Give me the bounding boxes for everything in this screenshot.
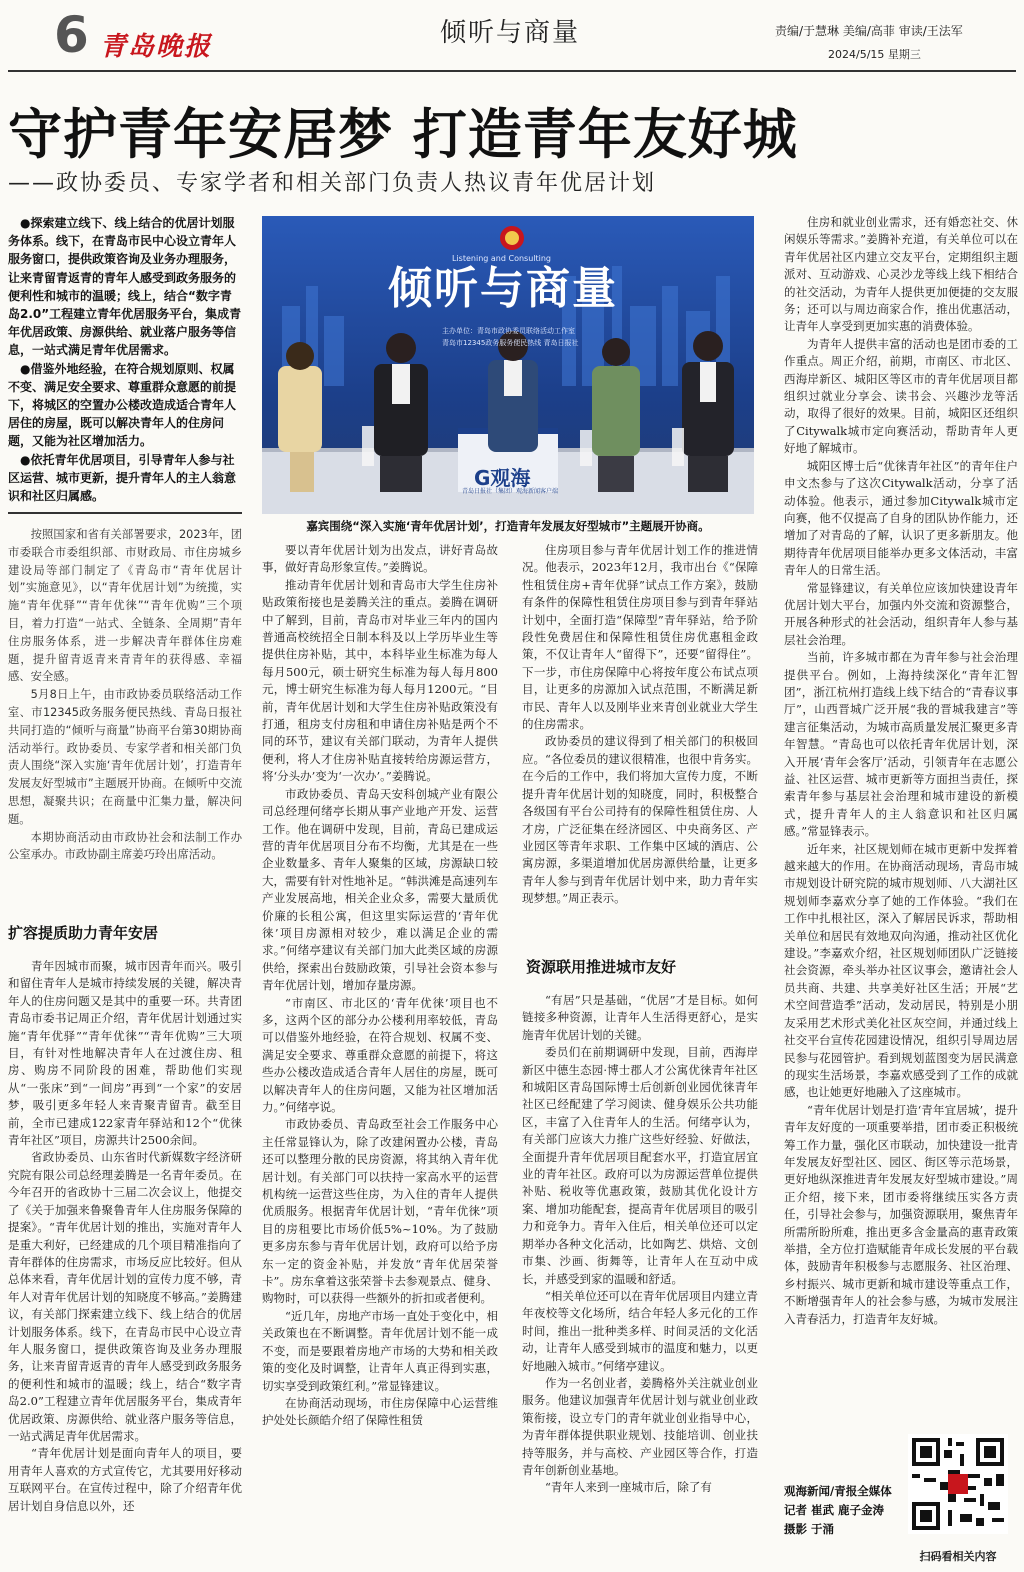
byline: 观海新闻/青报全媒体 记者 崔武 鹿子金涛 摄影 于涌 xyxy=(784,1484,892,1536)
column-3-bottom xyxy=(522,992,758,1566)
paragraph: 青年因城市而聚，城市因青年而兴。吸引和留住青年人是城市持续发展的关键，解决青年人的住房问题又是其中的重要一环。共青团青岛市委书记周正介绍，青年优居计划通过实施“青年优驿”“青年优徕”“青年优购”三大项目，有针对性地解决青年人在过渡住房、租房、购房不同阶段的困难，帮助他们实现从“一张床”到“一间房”再到“一个家”的安居梦，吸引更多年轻人来青聚青留青。截至目前，全市已建成122家青年驿站和12个“优徕青年社区”项目，房源共计2500余间。 xyxy=(8,959,242,1148)
paragraph: 当前，许多城市都在为青年参与社会治理提供平台。例如，上海持续深化“青年汇智团”，浙江杭州打造线上线下结合的“青春议事厅”，山西晋城广泛开展“我的晋城我建言”等建言征集活动，为城市高质量发展汇聚更多青年智慧。“青岛也可以依托青年优居计划，深入开展‘青年会客厅’活动，引领青年在志愿公益、社区运营、城市更新等方面担当责任，探索青年参与基层社会治理和城市建设的新模式，提升青年人的主人翁意识和社区归属感。”常显锋表示。 xyxy=(784,650,1018,839)
intro-text xyxy=(8,526,242,906)
paragraph: 委员们在前期调研中发现，目前，西海岸新区中德生态园·博士郡人才公寓优徕青年社区和城阳区青岛国际博士后创新创业园优徕青年社区已经配建了学习阅读、健身娱乐公共功能区，丰富了入住青年人的生活。何绪亭认为，有关部门应该大力推广这些好经验、好做法，全面提升青年优居项目配套水平，打造宜居宜业的青年社区。政府可以为房源运营单位提供补贴、税收等优惠政策，鼓励其优化设计方案、增加功能配套，提高青年优居项目的吸引力和竞争力。青年入住后，相关单位还可以定期举办各种文化活动，比如陶艺、烘焙、文创市集、沙画、街舞等，让青年人在互动中成长，并感受到家的温暖和舒适。 xyxy=(522,1045,758,1286)
podium-logo: G观海 xyxy=(474,466,531,490)
paragraph: “有居”只是基础，“优居”才是目标。如何链接多种资源，让青年人生活得更舒心，是实施青年优居计划的关键。 xyxy=(522,993,758,1042)
paragraph: 为青年人提供丰富的活动也是团市委的工作重点。周正介绍，前期，市南区、市北区、西海岸新区、城阳区等区市的青年优居项目都组织过就业分享会、读书会、兴趣沙龙等活动，取得了很好的效果。目前，城阳区还组织了Citywalk城市定向赛活动，帮助青年人更好地了解城市。 xyxy=(784,336,1018,456)
section-heading-1: 扩容提质助力青年安居 xyxy=(8,924,159,942)
column-2 xyxy=(262,542,498,1566)
paragraph: 住房和就业创业需求，还有婚恋社交、休闲娱乐等需求。”姜腾补充道，有关单位可以在青年优居社区内建立交友平台，定期组织主题派对、互动游戏、心灵沙龙等线上线下相结合的社交活动，为青年人提供更加便捷的交友服务；还可以与周边商家合作，推出优惠活动，让青年人享受到更加实惠的消费体验。 xyxy=(784,215,1018,334)
event-photo xyxy=(262,216,754,514)
paragraph: 近年来，社区规划师在城市更新中发挥着越来越大的作用。在协商活动现场，青岛市城市规划设计研究院的城市规划师、八大湖社区规划师李嘉欢分享了她的工作体验。“我们在工作中扎根社区，深入了解居民诉求，帮助相关单位和居民有效地双向沟通，推动社区优化建设。”李嘉欢介绍，社区规划师团队广泛链接社会资源，牵头举办社区议事会，邀请社会人员共商、共建、共享美好社区生活；开展“艺术空间营造季”活动，发动居民，特别是小朋友采用艺术形式美化社区灰空间，并通过线上社交平台宣传花园建设情况，组织引导周边居民参与花园管护。看到规划蓝图变为居民满意的现实生活场景，李嘉欢感受到了工作的成就感，也让她更好地融入了这座城市。 xyxy=(784,841,1018,1100)
intro-paragraph: 本期协商活动由市政协社会和法制工作办公室承办。市政协副主席姜巧玲出席活动。 xyxy=(8,830,242,862)
banner-subtitle: Listening and Consulting xyxy=(452,254,552,263)
page-number: 6 xyxy=(54,6,89,64)
summary-point: ●依托青年优居项目，引导青年人参与社区运营、城市更新，提升青年人的主人翁意识和社区归属感。 xyxy=(8,452,237,504)
section-title: 倾听与商量 xyxy=(439,18,580,48)
paragraph: 推动青年优居计划和青岛市大学生住房补贴政策衔接也是姜腾关注的重点。姜腾在调研中了解到，目前，青岛市对毕业三年内的国内普通高校统招全日制本科及以上学历毕业生等提供住房补贴，其中，本科毕业生标准为每人每月500元，硕士研究生标准为每人每月800元，博士研究生标准为每人每月1200元。“目前，青年优居计划和大学生住房补贴政策没有打通，租房支付房租和申请住房补贴是两个不同的环节，建议有关部门联动，为青年人提供便利，将人才住房补贴直接转给房源运营方，将‘分头办’变为‘一次办’。”姜腾说。 xyxy=(262,577,498,784)
summary-rule xyxy=(8,512,242,514)
intro-paragraph: 5月8日上午，由市政协委员联络活动工作室、市12345政务服务便民热线、青岛日报社共同打造的“倾听与商量”协商平台第30期协商活动举行。政协委员、专家学者和相关部门负责人围绕“深入实施‘青年优居计划’，打造青年发展友好型城市”主题展开协商。在倾听中交流思想，凝聚共识；在商量中汇集力量，解决问题。 xyxy=(8,688,242,826)
paragraph: 市政协委员、青岛政至社会工作服务中心主任常显锋认为，除了改建闲置办公楼，青岛还可以整理分散的民房资源，将其纳入青年优居计划。有关部门可以扶持一家高水平的运营机构统一运营这些住房，为入住的青年人提供优质服务。根据青年优居计划，“青年优徕”项目的房租要比市场价低5%~10%。为了鼓励更多房东参与青年优居计划，政府可以给予房东一定的资金补贴，并发放“青年优居荣誉卡”。房东拿着这张荣誉卡去参观景点、健身、购物时，可以获得一些额外的折扣或者便利。 xyxy=(262,1117,498,1306)
paragraph: “青年优居计划是面向青年人的项目，要用青年人喜欢的方式宣传它，尤其要用好移动互联网平台。在宣传过程中，除了介绍青年优居计划自身信息以外，还 xyxy=(8,1446,242,1513)
paragraph: 城阳区博士后“优徕青年社区”的青年住户申文杰参与了这次Citywalk活动，分享了活动体验。他表示，通过参加Citywalk城市定向赛，他不仅提高了自身的团队协作能力，还增加了对青岛的了解，认识了更多新朋友。他期待青年优居项目能举办更多文体活动，丰富青年人的日常生活。 xyxy=(784,458,1018,578)
paragraph: 市政协委员、青岛天安科创城产业有限公司总经理何绪亭长期从事产业地产开发、运营工作。他在调研中发现，目前，青岛已建成运营的青年优居项目分布不均衡，尤其是在一些企业数量多、青年人聚集的区域，房源缺口较大，需要有针对性地补足。“韩洪滩是高速列车产业发展高地，相关企业众多，需要大量质优价廉的长租公寓，但这里实际运营的‘青年优徕’项目房源相对较少，难以满足企业的需求。”何绪亭建议有关部门加大此类区域的房源供给，探索出台鼓励政策，引导社会资本参与青年优居计划，增加存量房源。 xyxy=(262,786,498,993)
section-heading-2: 资源联用推进城市友好 xyxy=(526,958,677,976)
paragraph: “市南区、市北区的‘青年优徕’项目也不多，这两个区的部分办公楼利用率较低，青岛可以借鉴外地经验，在符合规划、权属不变、满足安全要求、尊重群众意愿的前提下，将这些办公楼改造成适合青年人居住的房屋，既可以解决青年人的住房问题，又能为社区增加活力。”何绪亭说。 xyxy=(262,995,498,1114)
editor-credits: 责编/于慧琳 美编/高菲 审读/王法军 xyxy=(775,24,963,38)
organizer-line-2: 青岛市12345政务服务便民热线 青岛日报社 xyxy=(442,339,579,347)
paragraph: 住房项目参与青年优居计划工作的推进情况。他表示，2023年12月，我市出台《“保障性租赁住房+青年优驿”试点工作方案》，鼓励有条件的保障性租赁住房项目参与到青年驿站计划中，全面打造“保障型”青年驿站，给予阶段性免费居住和保障性租赁住房优惠租金政策，不仅让青年人“留得下”，还要“留得住”。下一步，市住房保障中心将按年度公布试点项目，让更多的房源加入试点范围，不断满足新市民、青年人以及刚毕业来青创业就业大学生的住房需求。 xyxy=(522,543,758,732)
paragraph: “相关单位还可以在青年优居项目内建立青年夜校等文化场所，结合年轻人多元化的工作时间，推出一批种类多样、时间灵活的文化活动，让青年人感受到城市的温度和魅力，以更好地融入城市。”何绪亭建议。 xyxy=(522,1288,758,1373)
qr-code[interactable] xyxy=(908,1434,1008,1534)
column-3-top xyxy=(522,542,758,942)
qr-code-icon xyxy=(908,1434,1008,1534)
paragraph: “青年人来到一座城市后，除了有 xyxy=(545,1480,712,1495)
paragraph: “近几年，房地产市场一直处于变化中，相关政策也在不断调整。青年优居计划不能一成不变，而是要跟着房地产市场的大势和相关政策的变化及时调整，让青年人真正得到实惠，切实享受到政策红利。”常显锋建议。 xyxy=(262,1308,498,1393)
paragraph: 在协商活动现场，市住房保障中心运营维护处处长颜皓介绍了保障性租赁 xyxy=(262,1395,498,1428)
column-4 xyxy=(784,214,1018,1476)
headline: 守护青年安居梦 打造青年友好城 xyxy=(8,103,798,166)
paragraph: 要以青年优居计划为出发点，讲好青岛故事，做好青岛形象宣传。”姜腾说。 xyxy=(262,543,498,575)
paragraph: “青年优居计划是打造‘青年宜居城’，提升青年友好度的一项重要举措，团市委正积极统筹工作力量，强化区市联动，加快建设一批青年发展友好型社区、园区、街区等示范场景，更好地纵深推进青年发展友好型城市建设。”周正介绍，接下来，团市委将继续压实各方责任，引导社会参与，加强资源联用，聚焦青年所需所盼所难，推出更多含金量高的惠青政策举措，全方位打造赋能青年成长发展的平台载体，鼓励青年积极参与志愿服务、社区治理、乡村振兴、城市更新和城市建设等重点工作，不断增强青年人的社会参与感，为城市发展注入青春活力，打造青年友好城。 xyxy=(784,1102,1018,1326)
paragraph: 作为一名创业者，姜腾格外关注就业创业服务。他建议加强青年优居计划与就业创业政策衔接，设立专门的青年就业创业指导中心，为青年群体提供职业规划、技能培训、创业扶持等服务，并与高校、产业园区等合作，打造青年创新创业基地。 xyxy=(522,1375,758,1477)
column-1 xyxy=(8,958,242,1566)
paragraph: 政协委员的建议得到了相关部门的积极回应。“各位委员的建议很精准，也很中肯务实。在今后的工作中，我们将加大宣传力度，不断提升青年优居计划的知晓度，同时，积极整合各级国有平台公司持有的保障性租赁住房、人才房，广泛征集在经济园区、中央商务区、产业园区等青年求职、工作集中区域的酒店、公寓房源，多渠道增加优居房源供给量，让更多青年人参与到青年优居计划中来，助力青年实现梦想。”周正表示。 xyxy=(522,734,758,906)
paper-logo: 青岛晚报 xyxy=(100,32,213,62)
paragraph: 常显锋建议，有关单位应该加快建设青年优居计划大平台，加强内外交流和资源整合，开展各种形式的社会活动，组织青年人参与基层社会治理。 xyxy=(784,580,1018,647)
summary-point: ●借鉴外地经验，在符合规划原则、权属不变、满足安全要求、尊重群众意愿的前提下，将城区的空置办公楼改造成适合青年人居住的房屋，既可以解决青年人的住房问题，又能为社区增加活力。 xyxy=(8,361,237,449)
banner-title: 倾听与商量 xyxy=(388,263,618,314)
summary-point: ●探索建立线下、线上结合的优居计划服务体系。线下，在青岛市民中心设立青年人服务窗口，提供政策咨询及业务办理服务，让来青留青返青的青年人感受到政务服务的便利性和城市的温暖；线上，结合“数字青岛2.0”工程建立青年优居服务平台，集成青年优居政策、房源供给、就业落户服务等信息，一站式满足青年优居需求。 xyxy=(8,216,242,358)
intro-paragraph: 按照国家和省有关部署要求，2023年，团市委联合市委组织部、市财政局、市住房城乡建设局等部门制定了《青岛市“青年优居计划”实施意见》，以“青年优居计划”为统揽，实施“青年优驿”“青年优徕”“青年优购”三个项目，着力打造“一站式、全链条、全周期”青年住房服务体系，进一步解决青年群体住房难题，提升留青返青来青青年的获得感、幸福感、安全感。 xyxy=(8,528,242,684)
issue-date: 2024/5/15 星期三 xyxy=(828,48,921,61)
organizer-line-1: 主办单位：青岛市政协委员联络活动工作室 xyxy=(442,327,575,335)
qr-caption: 扫码看相关内容 xyxy=(919,1550,997,1563)
podium-logo-sub: 青岛日报社（集团）观海新闻客户端 xyxy=(461,488,558,495)
paragraph: 省政协委员、山东省时代新媒数字经济研究院有限公司总经理姜腾是一名青年委员。在今年召开的省政协十三届二次会议上，他提交了《关于加强来鲁聚鲁青年人住房服务保障的提案》。“青年优居计划的推出，实施对青年人是重大利好，已经建成的几个项目精准指向了青年群体的住房需求，市场反应比较好。但从总体来看，青年优居计划的宣传力度不够，青年人对青年优居计划的知晓度不够高。”姜腾建议，有关部门探索建立线下、线上结合的优居计划服务体系。线下，在青岛市民中心设立青年人服务窗口，提供政策咨询及业务办理服务，让来青留青返青的青年人感受到政务服务的便利性和城市的温暖；线上，结合“数字青岛2.0”工程建立青年优居服务平台，集成青年优居政策、房源供给、就业落户服务等信息，一站式满足青年优居需求。 xyxy=(8,1150,242,1443)
subheadline: ——政协委员、专家学者和相关部门负责人热议青年优居计划 xyxy=(8,171,657,196)
summary-box xyxy=(8,214,242,510)
photo-caption: 嘉宾围绕“深入实施‘青年优居计划’，打造青年发展友好型城市”主题展开协商。 xyxy=(306,519,710,533)
masthead-rule xyxy=(8,70,1016,72)
